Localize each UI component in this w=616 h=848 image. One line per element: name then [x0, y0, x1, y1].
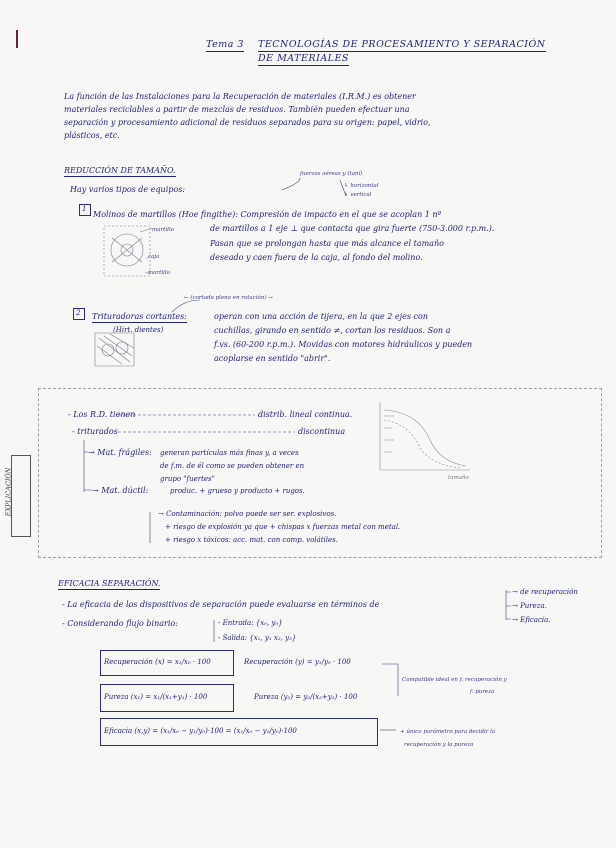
side-note-2b: recuperación y la pureza — [404, 742, 474, 748]
page-title-line1: TECNOLOGÍAS DE PROCESAMIENTO Y SEPARACIÓN — [258, 39, 546, 50]
page-title-line2: DE MATERIALES — [258, 53, 349, 64]
item2-sub: (Hirt. dientes) — [113, 326, 164, 334]
entrada-line: - Entrada: {x₀, y₀} — [218, 619, 283, 627]
eficacia-heading: EFICACIA SEPARACIÓN. — [58, 579, 161, 588]
item1-line-2: de martillos a 1 eje ⊥ que contacta que gira fuerte (750-3.000 r.p.m.). — [210, 224, 495, 233]
mat-fragiles-line-3: grupo "fuertes" — [160, 475, 215, 483]
equipos-line: Hay varios tipos de equipos: — [70, 185, 186, 194]
item2-line-3: f.vs. (60-200 r.p.m.). Movidas con motores hidráulicos y pueden — [214, 340, 473, 349]
note-cortado: ← (cortado pleno en rotación) → — [184, 295, 273, 301]
note-vertical: ↳ vertical — [344, 192, 372, 198]
item2-line-4: acoplarse en sentido "abrir". — [214, 354, 331, 363]
mat-ductil-text: produc. + grueso y producto + rugos. — [170, 487, 305, 495]
item1-line-3: Pasan que se prolongan hasta que más alcance el tamaño — [210, 239, 444, 248]
formula-pur-y: Pureza (y₂) = y₂/(x₂+y₂) · 100 — [254, 693, 358, 701]
side-label: EXPLICACIÓN — [4, 467, 13, 517]
formula-rec-y: Recuperación (y) = y₁/y₀ · 100 — [244, 658, 351, 666]
intro-line-3: separación y procesamiento adicional de residuos separados para su origen: papel, vidrio, — [64, 118, 431, 127]
contam-line-2: + riesgo de explosión ya que + chispas x fuerzas metal con metal. — [165, 523, 401, 531]
intro-line-4: plásticos, etc. — [64, 131, 120, 140]
item2-number: 2 — [76, 309, 81, 317]
item2-line-2: cuchillas, girando en sentido ≠, cortan los residuos. Son a — [214, 326, 451, 335]
intro-line-1: La función de las Instalaciones para la Recuperación de materiales (I.R.M.) es obtener — [64, 92, 416, 101]
fig1-label-3: martillo — [148, 270, 170, 276]
term-pureza: → Pureza. — [512, 602, 547, 610]
contam-line-1: → Contaminación: polvo puede ser ser. explosivos. — [158, 510, 337, 518]
item2-line-1: operan con una acción de tijera, en la que 2 ejes con — [214, 312, 428, 321]
mat-fragiles-label: → Mat. frágiles: — [88, 448, 152, 457]
side-note-2: + único parámetro para decidir la — [400, 729, 496, 735]
item2-heading: Trituradoras cortantes: — [92, 312, 187, 321]
rd-line2-b: discontinua — [298, 427, 346, 436]
reduccion-heading: REDUCCIÓN DE TAMAÑO. — [64, 166, 176, 175]
rd-line2-a: - triturados — [72, 427, 118, 436]
fig1-label-2: caja — [148, 254, 160, 260]
item1-line-1: Molinos de martillos (Hoe fingithe): Compresión de impacto en el que se acoplan 1 nº — [93, 210, 442, 219]
term-eficacia: → Eficacia. — [512, 616, 551, 624]
salida-line: - Salida: {x₁, y₁ x₂, y₂} — [218, 634, 297, 642]
fig1-label-1: martillo — [152, 227, 174, 233]
intro-line-2: materiales reciclables a partir de mezclas de residuos. También pueden efectuar una — [64, 105, 410, 114]
contam-line-3: + riesgo x tóxicos: acc. mat. con comp. volátiles. — [165, 536, 338, 544]
distribution-graph — [380, 402, 470, 470]
mat-fragiles-line-1: generan partículas más finas y, a veces — [160, 449, 299, 457]
hammer-mill-sketch — [104, 226, 152, 276]
graph-label: tamaño — [448, 475, 469, 481]
formula-eficacia: Eficacia (x,y) = (x₁/x₀ − y₁/y₀)·100 = (x₁/x₀ − y₁/y₀)·100 — [104, 727, 297, 735]
note-fuerzas: fuerzas aéreas y (taní) — [300, 171, 363, 177]
side-note-1b: f. pureza — [470, 689, 495, 695]
rd-line1-a: - Los R.D. tienen — [68, 410, 136, 419]
eficacia-line2: - Considerando flujo binario: — [62, 619, 178, 628]
note-horizontal: ↳ horizontal — [344, 183, 379, 189]
rd-line1-b: distrib. lineal continua. — [258, 410, 353, 419]
formula-pur-x: Pureza (x₁) = x₁/(x₁+y₁) · 100 — [104, 693, 208, 701]
eficacia-line1: - La eficacia de los dispositivos de separación puede evaluarse en términos de — [62, 600, 380, 609]
term-recuperacion: → de recuperación — [512, 588, 578, 596]
item1-line-4: deseado y caen fuera de la caja, al fondo del molino. — [210, 253, 423, 262]
item1-number: 1 — [82, 205, 87, 213]
side-note-1: Compatible ideal en f. recuperación y — [402, 677, 507, 683]
shredder-sketch — [95, 333, 134, 366]
mat-ductil-label: → Mat. dúctil: — [92, 486, 149, 495]
formula-rec-x: Recuperación (x) = x₁/x₀ · 100 — [104, 658, 211, 666]
mat-fragiles-line-2: de f.m. de él como se pueden obtener en — [160, 462, 305, 470]
tema-label: Tema 3 — [206, 39, 244, 50]
